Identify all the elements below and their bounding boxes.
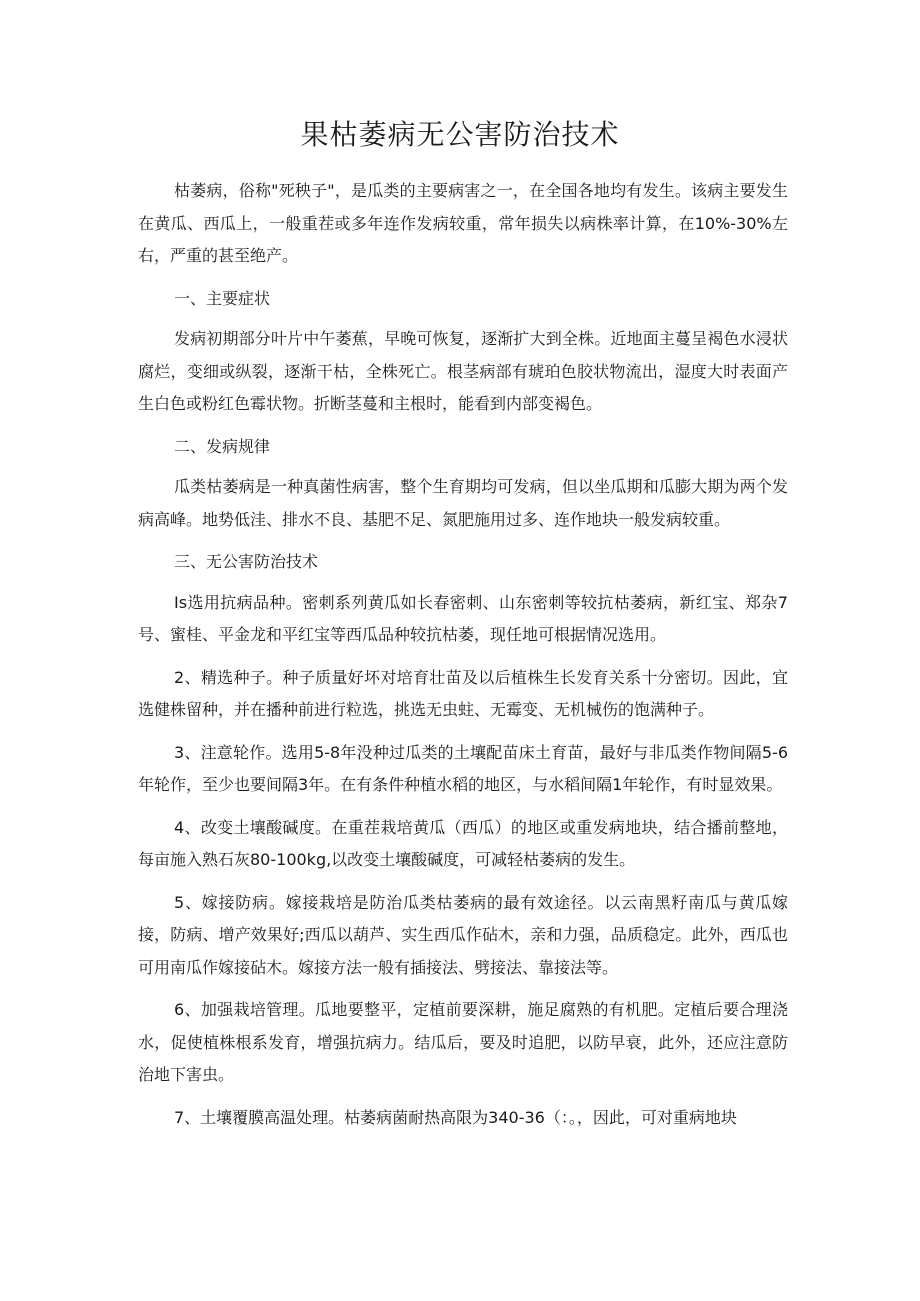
symptoms-paragraph: 发病初期部分叶片中午萎蕉，早晚可恢复，逐渐扩大到全株。近地面主蔓呈褐色水浸状腐烂，变细或纵裂，逐渐干枯，全株死亡。根茎病部有琥珀色胶状物流出，湿度大时表面产生白色或粉红色霉状物。折断茎蔓和主根时，能看到内部变褐色。 (138, 329, 788, 413)
control-item-2: 2、精选种子。种子质量好坏对培育壮苗及以后植株生长发育关系十分密切。因此，宜选健株留种，并在播种前进行粒选，挑选无虫蛀、无霉变、无机械伤的饱满种子。 (138, 667, 788, 719)
section-heading-control: 三、无公害防治技术 (174, 552, 319, 571)
control-item-7: 7、土壤覆膜高温处理。枯萎病菌耐热高限为340-36（：。，因此，可对重病地块 (174, 1107, 737, 1127)
pattern-paragraph: 瓜类枯萎病是一种真菌性病害，整个生育期均可发病，但以坐瓜期和瓜膨大期为两个发病高峰。地势低洼、排水不良、基肥不足、氮肥施用过多、连作地块一般发病较重。 (138, 477, 788, 529)
section-heading-pattern: 二、发病规律 (174, 436, 271, 456)
intro-paragraph: 枯萎病，俗称"死秧子"，是瓜类的主要病害之一，在全国各地均有发生。该病主要发生在黄瓜、西瓜上，一般重茬或多年连作发病较重，常年损失以病株率计算，在10%-30%左右，严重的甚至绝产。 (138, 181, 788, 265)
control-item-4: 4、改变土壤酸碱度。在重茬栽培黄瓜（西瓜）的地区或重发病地块，结合播前整地，每亩施入熟石灰80-100kg,以改变土壤酸碱度，可减轻枯萎病的发生。 (138, 817, 788, 869)
control-item-6: 6、加强栽培管理。瓜地要整平，定植前要深耕，施足腐熟的有机肥。定植后要合理浇水，促使植株根系发育，增强抗病力。结瓜后，要及时追肥，以防早衰，此外，还应注意防治地下害虫。 (138, 1000, 788, 1084)
control-item-5: 5、嫁接防病。嫁接栽培是防治瓜类枯萎病的最有效途径。以云南黑籽南瓜与黄瓜嫁接，防病、增产效果好;西瓜以葫芦、实生西瓜作砧木，亲和力强，品质稳定。此外，西瓜也可用南瓜作嫁接砧木。嫁接方法一般有插接法、劈接法、靠接法等。 (138, 892, 788, 977)
section-heading-symptoms: 一、主要症状 (174, 288, 271, 308)
document-body (138, 175, 788, 1144)
document-title: 果枯萎病无公害防治技术 (300, 118, 620, 151)
control-item-3: 3、注意轮作。选用5-8年没种过瓜类的土壤配苗床土育苗，最好与非瓜类作物间隔5-6年轮作，至少也要间隔3年。在有条件种植水稻的地区，与水稻间隔1年轮作，有时显效果。 (138, 742, 788, 794)
control-item-1: Is选用抗病品种。密刺系列黄瓜如长春密刺、山东密刺等较抗枯萎病，新红宝、郑杂7号、蜜桂、平金龙和平红宝等西瓜品种较抗枯萎，现任地可根据情况选用。 (138, 592, 788, 644)
